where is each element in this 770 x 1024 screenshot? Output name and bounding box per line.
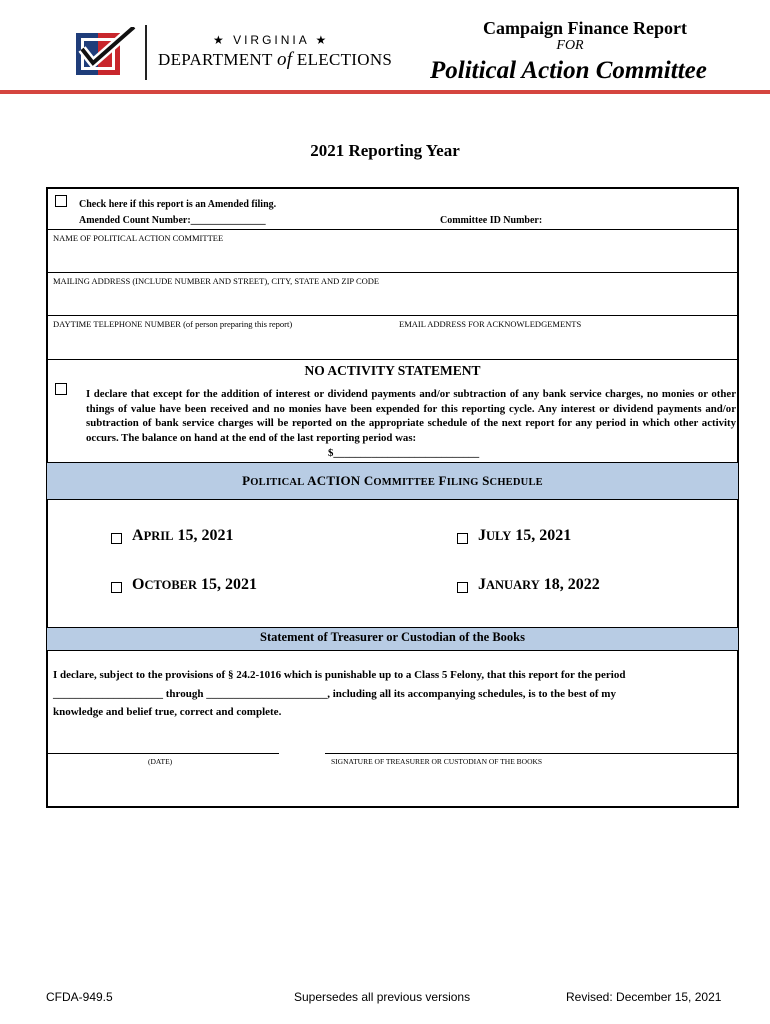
department-suffix: ELECTIONS (296, 50, 393, 69)
treasurer-title: Statement of Treasurer or Custodian of the Books (260, 630, 525, 644)
no-activity-text: I declare that except for the addition of interest or dividend payments and/or subtraction of any bank service charges, no monies or other things of value have been received and no monies have been expended for this reporting cycle. Any interest or dividend payments and/or subtraction of bank service charges will be reported on the appropriate schedule of the next report for any period in which other activity occurs. The balance on hand at the end of the last reporting period was: (86, 388, 736, 445)
filing-date-april: APRIL 15, 2021 (132, 527, 234, 544)
department-of: of (276, 49, 293, 70)
report-title: Campaign Finance Report (483, 18, 687, 38)
declaration-line: knowledge and belief true, correct and complete. (53, 706, 282, 718)
phone-field[interactable]: DAYTIME TELEPHONE NUMBER (of person preparing this report) (53, 319, 293, 329)
date-label: (DATE) (148, 757, 173, 766)
report-for: FOR (556, 38, 584, 53)
committee-name-field[interactable]: NAME OF POLITICAL ACTION COMMITTEE (53, 233, 224, 243)
department-name (158, 49, 392, 71)
date-signature-line[interactable] (48, 753, 279, 754)
divider (46, 315, 739, 316)
committee-id-field[interactable]: Committee ID Number: (440, 215, 543, 226)
email-field[interactable]: EMAIL ADDRESS FOR ACKNOWLEDGEMENTS (399, 319, 582, 329)
amended-count-field[interactable]: Amended Count Number:_______________ (79, 215, 266, 226)
state-name: ★ VIRGINIA ★ (213, 33, 330, 47)
header-rule (0, 90, 770, 94)
january-checkbox[interactable] (457, 582, 468, 593)
october-checkbox[interactable] (111, 582, 122, 593)
declaration-period-fields[interactable]: ____________________ through ______________________, including all its accompanying schedules, is to the best of my (53, 687, 616, 700)
signature-label: SIGNATURE OF TREASURER OR CUSTODIAN OF THE BOOKS (331, 757, 543, 766)
filing-date-july: JULY 15, 2021 (478, 527, 572, 544)
amended-checkbox[interactable] (55, 195, 67, 207)
treasurer-declaration (53, 666, 733, 722)
checkmark-ballot-logo (76, 27, 122, 75)
balance-field[interactable]: $___________________________ (328, 447, 480, 459)
july-checkbox[interactable] (457, 533, 468, 544)
filing-schedule-title: POLITICAL ACTION COMMITTEE FILING SCHEDULE (242, 473, 543, 488)
reporting-year: 2021 Reporting Year (310, 141, 460, 160)
declaration-line: I declare, subject to the provisions of § 24.2-1016 which is punishable up to a Class 5 Felony, that this report for the period (53, 669, 626, 681)
divider (46, 359, 739, 360)
filing-date-january: JANUARY 18, 2022 (478, 576, 600, 593)
header-separator (145, 25, 147, 80)
form-number: CFDA-949.5 (46, 990, 113, 1004)
amended-check-label: Check here if this report is an Amended filing. (79, 199, 277, 210)
no-activity-checkbox[interactable] (55, 383, 67, 395)
signature-line[interactable] (325, 753, 737, 754)
supersedes-note: Supersedes all previous versions (294, 990, 471, 1004)
divider (46, 229, 739, 230)
no-activity-title: NO ACTIVITY STATEMENT (304, 363, 481, 378)
mailing-address-field[interactable]: MAILING ADDRESS (INCLUDE NUMBER AND STREET), CITY, STATE AND ZIP CODE (53, 276, 380, 286)
department-prefix: DEPARTMENT (158, 50, 273, 69)
divider (46, 272, 739, 273)
revised-date: Revised: December 15, 2021 (566, 990, 722, 1004)
april-checkbox[interactable] (111, 533, 122, 544)
filing-date-october: OCTOBER 15, 2021 (132, 576, 258, 593)
report-subject: Political Action Committee (430, 57, 707, 84)
